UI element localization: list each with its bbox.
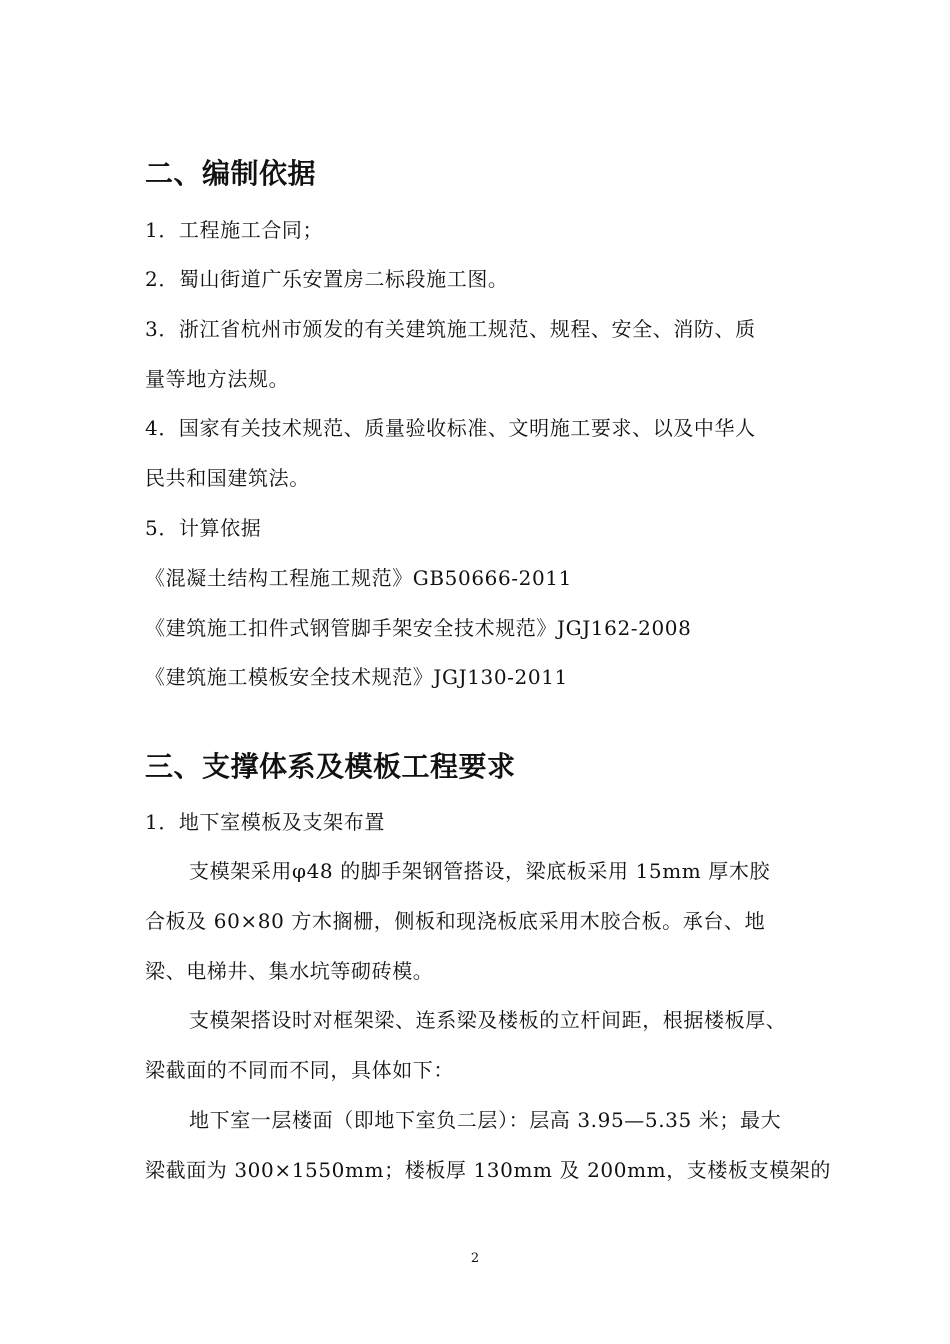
basis-item-3-cont: 量等地方法规。 — [145, 367, 290, 391]
support-para-1-line-3: 梁、电梯井、集水坑等砌砖模。 — [145, 959, 434, 983]
support-para-3-line-2: 梁截面为 300×1550mm；楼板厚 130mm 及 200mm，支楼板支模架的 — [145, 1158, 831, 1182]
page-number: 2 — [470, 1251, 480, 1266]
basis-item-2: 2．蜀山街道广乐安置房二标段施工图。 — [145, 267, 509, 291]
basis-item-3: 3．浙江省杭州市颁发的有关建筑施工规范、规程、安全、消防、质 — [145, 317, 756, 341]
support-para-2-line-1: 支模架搭设时对框架梁、连系梁及楼板的立杆间距，根据楼板厚、 — [189, 1008, 787, 1032]
basis-item-4-cont: 民共和国建筑法。 — [145, 466, 310, 490]
basis-standard-1: 《混凝土结构工程施工规范》GB50666-2011 — [145, 566, 572, 590]
support-para-2-line-2: 梁截面的不同而不同，具体如下： — [145, 1058, 454, 1082]
basis-standard-2: 《建筑施工扣件式钢管脚手架安全技术规范》JGJ162-2008 — [145, 616, 692, 640]
basis-item-4: 4．国家有关技术规范、质量验收标准、文明施工要求、以及中华人 — [145, 416, 756, 440]
section-heading-support: 三、支撑体系及模板工程要求 — [145, 750, 516, 783]
support-para-3-line-1: 地下室一层楼面（即地下室负二层）：层高 3.95—5.35 米；最大 — [189, 1108, 782, 1132]
basis-standard-3: 《建筑施工模板安全技术规范》JGJ130-2011 — [145, 665, 568, 689]
support-subheading: 1．地下室模板及支架布置 — [145, 810, 385, 834]
section-heading-basis: 二、编制依据 — [145, 157, 317, 190]
basis-item-1: 1．工程施工合同； — [145, 218, 324, 242]
support-para-1-line-2: 合板及 60×80 方木搁栅，侧板和现浇板底采用木胶合板。承台、地 — [145, 909, 766, 933]
support-para-1-line-1: 支模架采用φ48 的脚手架钢管搭设，梁底板采用 15mm 厚木胶 — [189, 859, 771, 883]
basis-item-5: 5．计算依据 — [145, 516, 262, 540]
